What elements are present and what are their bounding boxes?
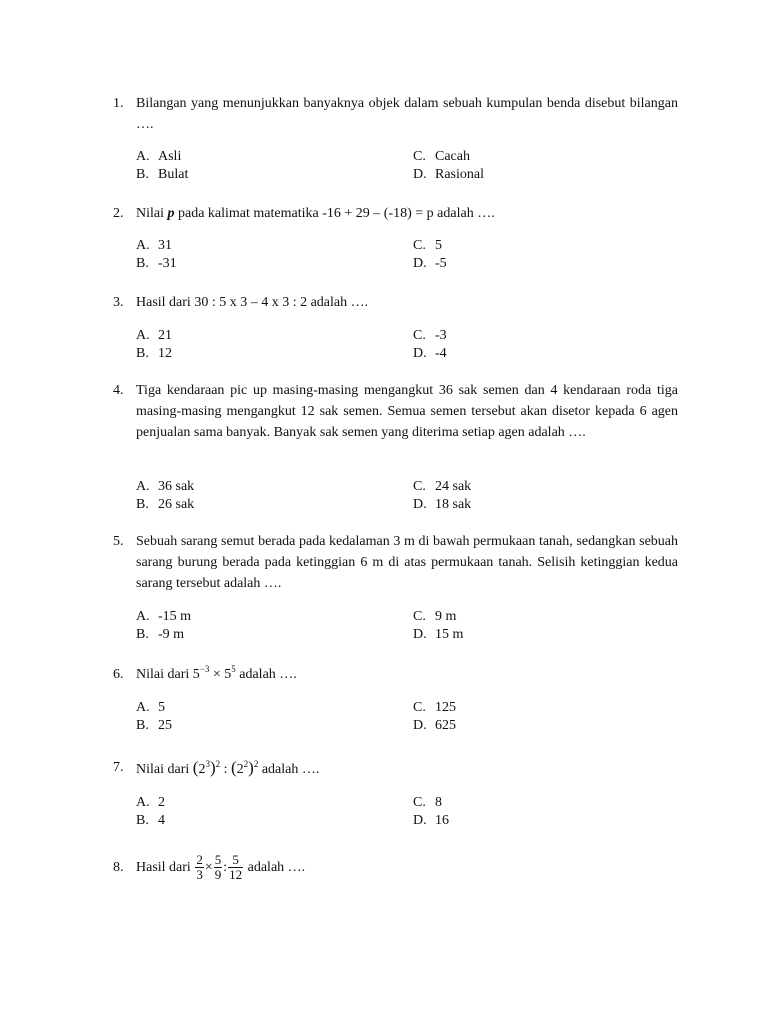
question-1	[113, 93, 678, 135]
options-1	[136, 148, 678, 184]
question-3	[113, 292, 678, 313]
base: 5	[224, 667, 232, 682]
option-a	[136, 794, 165, 812]
left-paren: (	[231, 758, 237, 777]
math-expression	[194, 852, 244, 883]
outer-exponent: 2	[215, 759, 221, 769]
question-4	[113, 380, 678, 443]
option-text: 5	[158, 700, 165, 715]
text-after: adalah ….	[235, 667, 297, 682]
option-text: 5	[435, 238, 442, 253]
options-5	[136, 608, 678, 644]
option-text: 21	[158, 328, 172, 343]
right-paren: )	[209, 758, 216, 777]
option-text: 18 sak	[435, 497, 472, 512]
option-a	[136, 237, 172, 255]
question-8	[113, 853, 678, 883]
operator: ×	[209, 667, 225, 682]
options-7	[136, 794, 678, 830]
text-before: Hasil dari	[136, 860, 195, 875]
left-paren: (	[192, 758, 199, 777]
option-letter: C.	[413, 700, 426, 715]
option-b	[136, 717, 172, 735]
question-text: Sebuah sarang semut berada pada kedalaman 3 m di bawah permukaan tanah, sedangkan sebuah sarang burung berada pada ketinggian 6 m di atas permukaan tanah. Selisih ketinggian kedua sarang tersebut adalah ….	[136, 534, 678, 591]
denominator: 12	[229, 867, 243, 883]
question-number: 6.	[113, 667, 124, 682]
question-number: 2.	[113, 206, 124, 221]
numerator: 5	[214, 852, 222, 868]
question-number: 1.	[113, 96, 124, 111]
question-text: Bilangan yang menunjukkan banyaknya objek dalam sebuah kumpulan benda disebut bilangan ….	[136, 96, 678, 132]
question-text	[136, 664, 678, 685]
option-d	[413, 717, 456, 735]
option-text: 625	[435, 718, 456, 733]
operator: ×	[204, 860, 213, 875]
base: 2	[236, 762, 244, 777]
option-letter: A.	[136, 149, 150, 164]
base: 5	[192, 667, 200, 682]
option-letter: C.	[413, 149, 426, 164]
option-letter: D.	[413, 718, 427, 733]
option-b	[136, 496, 194, 514]
option-b	[136, 345, 172, 363]
denominator: 3	[196, 867, 203, 883]
question-6	[113, 664, 678, 685]
question-text	[136, 203, 678, 224]
option-letter: B.	[136, 256, 149, 271]
question-number: 5.	[113, 534, 124, 549]
option-text: -5	[435, 256, 447, 271]
fraction	[214, 853, 223, 882]
text-after: adalah ….	[244, 860, 306, 875]
right-paren: )	[248, 758, 254, 777]
question-text: Hasil dari 30 : 5 x 3 – 4 x 3 : 2 adalah ….	[136, 295, 369, 310]
question-text: Tiga kendaraan pic up masing-masing mengangkut 36 sak semen dan 4 kendaraan roda tiga masing-masing mengangkut 12 sak semen. Semua semen tersebut akan disetor kepada 6 agen penjualan sama banyak. Banyak sak semen yang diterima setiap agen adalah ….	[136, 383, 678, 440]
option-letter: C.	[413, 609, 426, 624]
option-c	[413, 237, 442, 255]
option-letter: A.	[136, 238, 150, 253]
option-c	[413, 148, 470, 166]
option-text: 12	[158, 346, 172, 361]
question-number: 7.	[113, 760, 124, 775]
option-text: 15 m	[435, 627, 464, 642]
option-d	[413, 812, 449, 830]
option-letter: A.	[136, 609, 150, 624]
option-letter: A.	[136, 795, 150, 810]
option-text: -9 m	[158, 627, 185, 642]
option-text: 9 m	[435, 609, 457, 624]
option-letter: D.	[413, 167, 427, 182]
option-text: Cacah	[435, 149, 470, 164]
question-number: 8.	[113, 860, 124, 875]
denominator: 9	[214, 867, 222, 883]
option-letter: B.	[136, 497, 149, 512]
text-after: pada kalimat matematika -16 + 29 – (-18) = p adalah ….	[174, 206, 495, 221]
option-letter: A.	[136, 328, 150, 343]
option-letter: B.	[136, 627, 149, 642]
option-d	[413, 496, 471, 514]
option-text: 8	[435, 795, 442, 810]
option-c	[413, 794, 442, 812]
option-d	[413, 255, 447, 273]
option-d	[413, 166, 484, 184]
option-letter: B.	[136, 346, 149, 361]
text-before: Nilai dari	[136, 762, 193, 777]
option-letter: B.	[136, 813, 149, 828]
question-number: 4.	[113, 383, 124, 398]
fraction	[228, 853, 243, 882]
operator: :	[220, 762, 231, 777]
question-7	[113, 757, 678, 780]
math-expression	[192, 758, 259, 777]
option-c	[413, 608, 456, 626]
option-b	[136, 166, 188, 184]
options-2	[136, 237, 678, 273]
option-b	[136, 626, 184, 644]
option-text: 31	[158, 238, 172, 253]
option-letter: B.	[136, 167, 149, 182]
option-letter: B.	[136, 718, 149, 733]
option-letter: C.	[413, 328, 426, 343]
text-after: adalah ….	[258, 762, 320, 777]
option-letter: D.	[413, 346, 427, 361]
option-text: -4	[435, 346, 447, 361]
exponent: 2	[243, 759, 249, 769]
option-text: 26 sak	[158, 497, 195, 512]
numerator: 5	[228, 853, 243, 868]
question-text	[136, 757, 678, 780]
question-number: 3.	[113, 295, 124, 310]
option-text: Asli	[158, 149, 182, 164]
option-d	[413, 345, 447, 363]
numerator: 2	[196, 852, 203, 868]
outer-exponent: 2	[253, 759, 259, 769]
option-text: -31	[158, 256, 177, 271]
option-text: Bulat	[158, 167, 189, 182]
option-text: -15 m	[158, 609, 192, 624]
option-b	[136, 255, 177, 273]
exponent: 3	[205, 759, 210, 769]
option-text: 16	[435, 813, 449, 828]
option-letter: C.	[413, 479, 426, 494]
option-a	[136, 699, 165, 717]
option-c	[413, 327, 447, 345]
option-text: -3	[435, 328, 447, 343]
option-c	[413, 699, 456, 717]
option-text: 36 sak	[158, 479, 195, 494]
option-text: 125	[435, 700, 456, 715]
option-text: 25	[158, 718, 172, 733]
operator: :	[223, 860, 228, 875]
option-letter: C.	[413, 795, 426, 810]
options-6	[136, 699, 678, 735]
fraction	[195, 853, 204, 882]
options-4	[136, 478, 678, 514]
question-text	[136, 853, 678, 883]
option-a	[136, 478, 194, 496]
option-a	[136, 608, 191, 626]
option-letter: A.	[136, 479, 150, 494]
exponent: 5	[231, 664, 236, 674]
text-before: Nilai	[136, 206, 168, 221]
option-text: 2	[158, 795, 165, 810]
option-letter: D.	[413, 627, 427, 642]
option-text: 4	[158, 813, 165, 828]
option-d	[413, 626, 463, 644]
option-text: 24 sak	[435, 479, 472, 494]
question-5	[113, 531, 678, 594]
option-letter: C.	[413, 238, 426, 253]
option-a	[136, 327, 172, 345]
option-text: Rasional	[435, 167, 484, 182]
text-before: Nilai dari	[136, 667, 193, 682]
variable-p: p	[167, 206, 175, 221]
option-b	[136, 812, 165, 830]
option-letter: D.	[413, 497, 427, 512]
option-a	[136, 148, 181, 166]
option-c	[413, 478, 471, 496]
question-2	[113, 203, 678, 224]
options-3	[136, 327, 678, 363]
option-letter: A.	[136, 700, 150, 715]
math-expression	[192, 664, 236, 682]
option-letter: D.	[413, 813, 427, 828]
option-letter: D.	[413, 256, 427, 271]
exponent: −3	[199, 664, 210, 674]
base: 2	[198, 762, 206, 777]
